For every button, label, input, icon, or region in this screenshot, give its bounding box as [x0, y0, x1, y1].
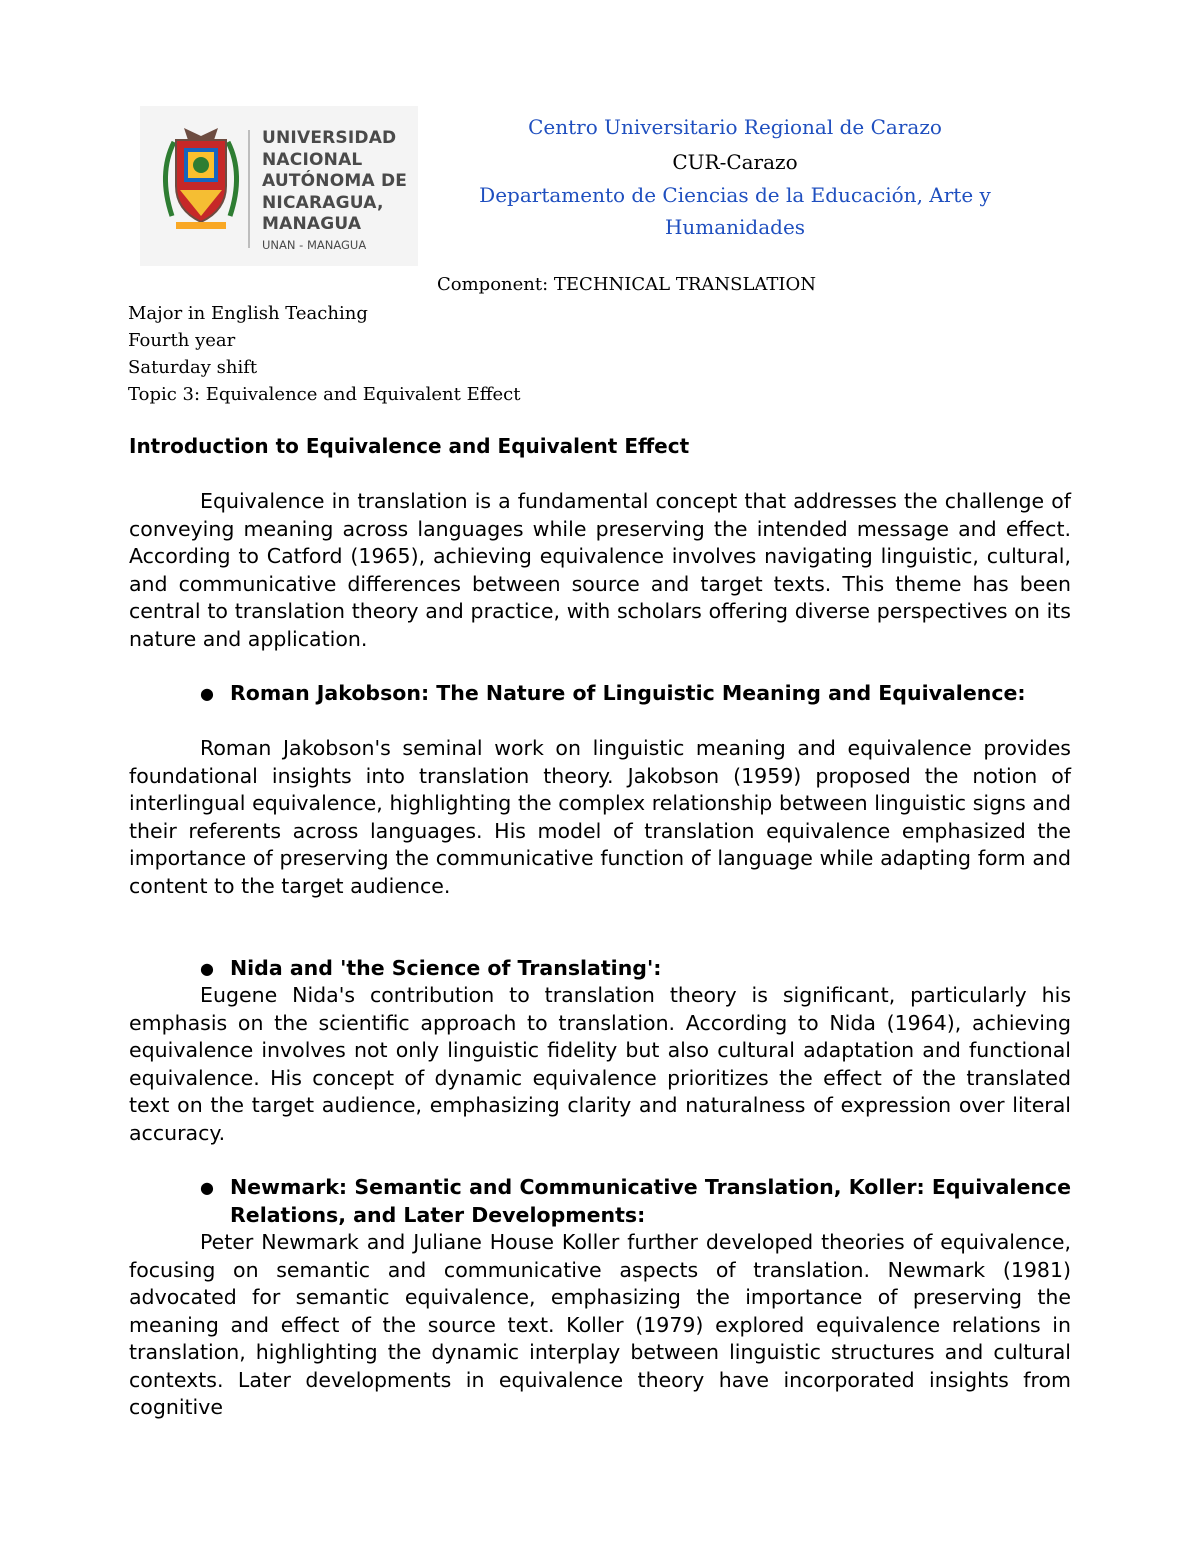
university-name-line: UNIVERSIDAD [262, 128, 397, 148]
course-meta [128, 300, 520, 408]
section-heading-text: Roman Jakobson: The Nature of Linguistic Meaning and Equivalence: [230, 681, 1026, 705]
year-label: Fourth year [128, 330, 236, 351]
section-heading-text: Newmark: Semantic and Communicative Translation, Koller: Equivalence Relations, and Later Developments: [230, 1175, 1071, 1227]
intro-paragraph: Equivalence in translation is a fundamental concept that addresses the challenge of conveying meaning across languages while preserving the intended message and effect. According to Catford (1965), achieving equivalence involves navigating linguistic, cultural, and communicative differences between source and target texts. This theme has been central to translation theory and practice, with scholars offering diverse perspectives on its nature and application. [129, 489, 1071, 651]
university-name-line: NACIONAL [262, 149, 363, 170]
bullet-icon: ● [200, 684, 214, 703]
university-logo [140, 106, 418, 266]
university-seal-icon [154, 124, 248, 232]
center-short-name: CUR-Carazo [672, 150, 798, 174]
logo-divider [248, 130, 250, 248]
section-paragraph: Roman Jakobson's seminal work on linguistic meaning and equivalence provides foundational insights into translation theory. Jakobson (1959) proposed the notion of interlingual equivalence, highlighting the complex relationship between linguistic signs and their referents across languages. His model of translation equivalence emphasized the importance of preserving the communicative function of language while adapting form and content to the target audience. [129, 736, 1071, 898]
section-paragraph: Peter Newmark and Juliane House Koller further developed theories of equivalence, focusing on semantic and communicative aspects of translation. Newmark (1981) advocated for semantic equivalence, emphasizing the importance of preserving the meaning and effect of the source text. Koller (1979) explored equivalence relations in translation, highlighting the dynamic interplay between linguistic structures and cultural contexts. Later developments in equivalence theory have incorporated insights from cognitive [129, 1230, 1071, 1419]
bullet-icon: ● [200, 959, 214, 978]
university-name-line: NICARAGUA, [262, 192, 384, 213]
shift-label: Saturday shift [128, 357, 258, 378]
university-name-line: MANAGUA [262, 214, 362, 234]
section-heading [200, 955, 1071, 983]
topic-label: Topic 3: Equivalence and Equivalent Effect [128, 384, 521, 405]
university-name [262, 128, 407, 236]
university-short-name: UNAN - MANAGUA [262, 238, 367, 252]
section-heading [200, 680, 1071, 708]
section-heading-text: Nida and 'the Science of Translating': [230, 956, 662, 980]
center-name: Centro Universitario Regional de Carazo [528, 115, 942, 139]
department-line-1: Departamento de Ciencias de la Educación, Arte y [479, 183, 991, 207]
section-heading [200, 1174, 1071, 1229]
bullet-icon: ● [200, 1178, 214, 1197]
component-label: Component: TECHNICAL TRANSLATION [437, 274, 817, 295]
department-line-2: Humanidades [664, 215, 806, 239]
section-paragraph: Eugene Nida's contribution to translation theory is significant, particularly his emphasis on the scientific approach to translation. According to Nida (1964), achieving equivalence involves not only linguistic fidelity but also cultural adaptation and functional equivalence. His concept of dynamic equivalence prioritizes the effect of the translated text on the target audience, emphasizing clarity and naturalness of expression over literal accuracy. [129, 983, 1071, 1145]
major-label: Major in English Teaching [128, 303, 368, 324]
document-title: Introduction to Equivalence and Equivalent Effect [129, 434, 690, 458]
university-name-line: AUTÓNOMA DE [262, 171, 408, 191]
